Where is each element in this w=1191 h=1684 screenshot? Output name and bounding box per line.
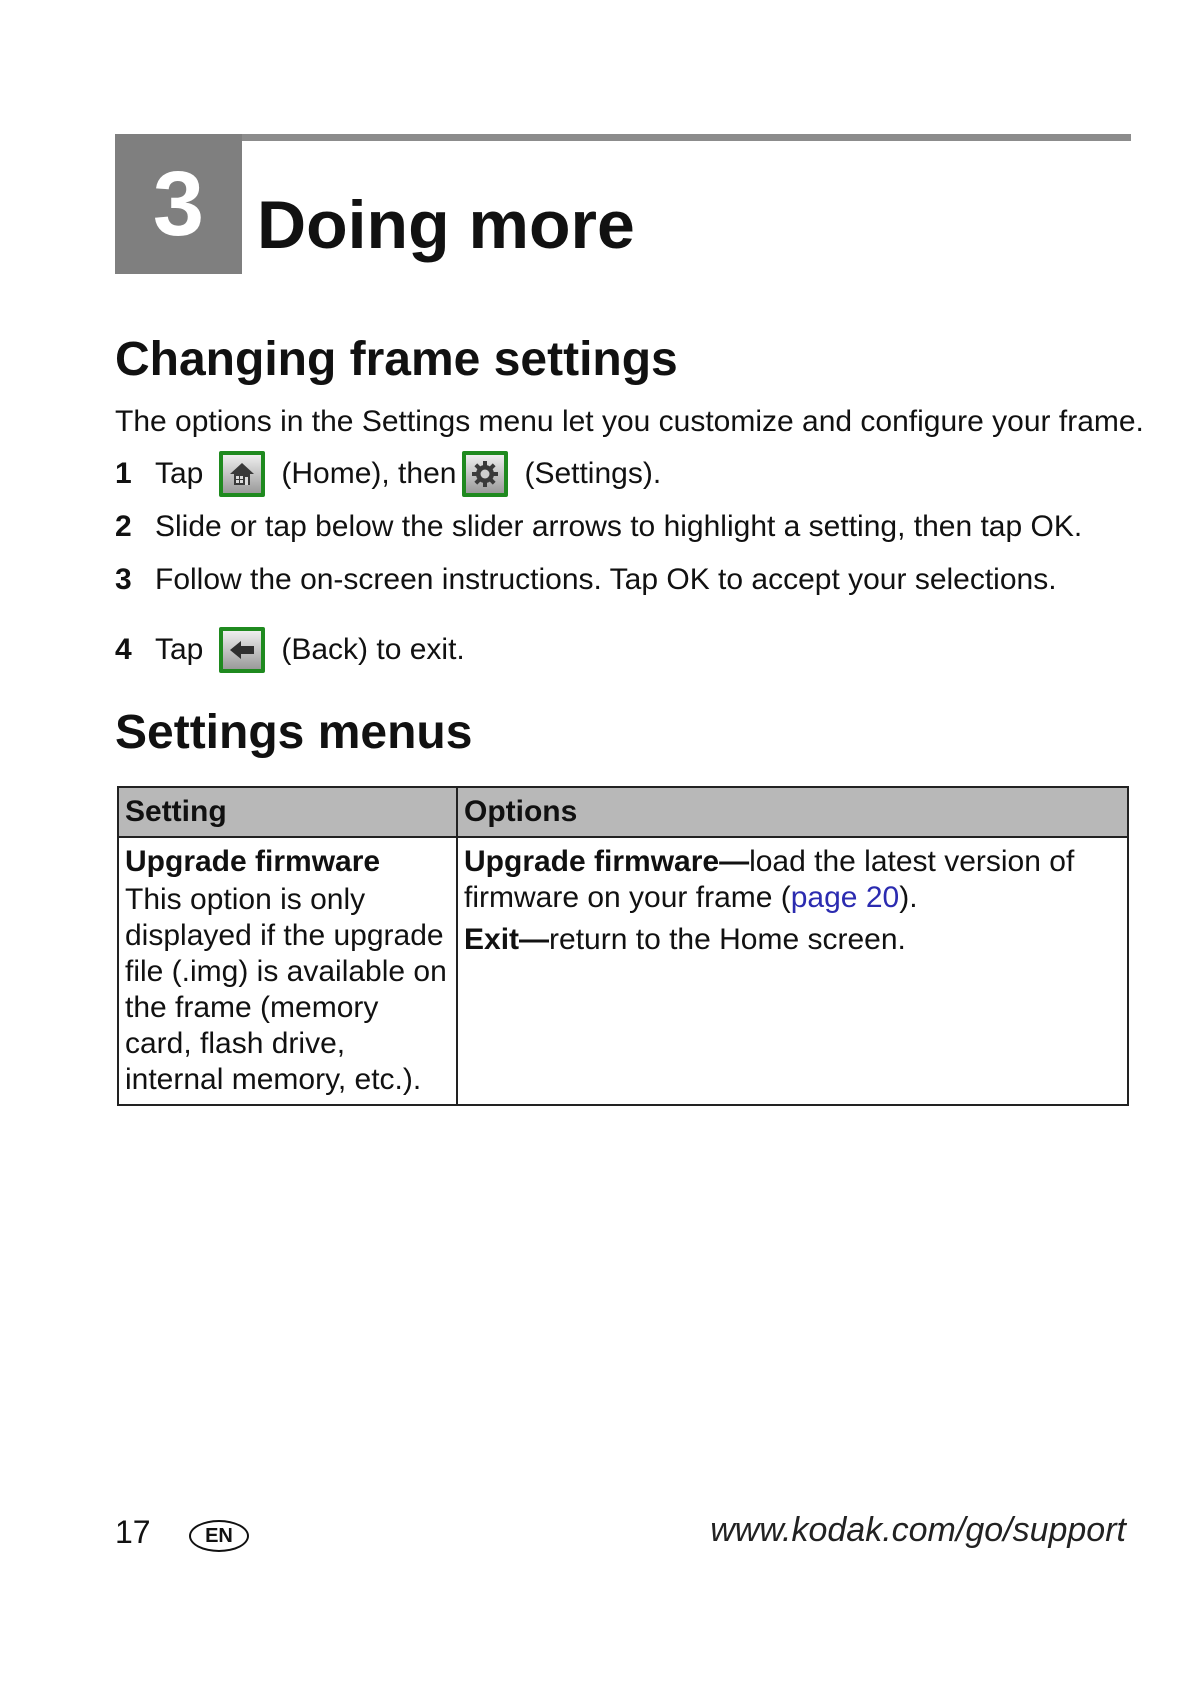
option-exit — [464, 922, 1121, 958]
chapter-title: Doing more — [257, 187, 635, 263]
option-text: ). — [899, 881, 918, 914]
step-text: (Home), then — [281, 457, 457, 490]
column-header-setting: Setting — [118, 787, 457, 837]
step-2 — [115, 502, 1082, 552]
setting-name: Upgrade firmware — [125, 845, 381, 878]
language-badge: EN — [189, 1520, 249, 1552]
step-number: 3 — [115, 563, 132, 596]
back-arrow-icon — [219, 627, 265, 673]
step-number: 1 — [115, 457, 132, 490]
step-text: Tap — [155, 633, 204, 666]
table-row — [118, 837, 1128, 1105]
page-number: 17 — [115, 1514, 151, 1550]
page-link[interactable]: page 20 — [790, 881, 900, 914]
section-title-frame-settings: Changing frame settings — [115, 333, 678, 386]
option-label: Upgrade firmware— — [464, 845, 750, 878]
step-text: (Back) to exit. — [281, 633, 465, 666]
step-text: Tap — [155, 457, 204, 490]
support-url[interactable]: www.kodak.com/go/support — [710, 1511, 1126, 1549]
step-text: Slide or tap below the slider arrows to highlight a setting, then tap OK. — [155, 510, 1083, 543]
setting-description: This option is only displayed if the upgrade file (.img) is available on the frame (memory card, flash drive, internal memory, etc.). — [125, 883, 447, 1096]
home-icon — [219, 451, 265, 497]
chapter-rule — [242, 134, 1131, 141]
step-4 — [115, 625, 465, 675]
intro-paragraph: The options in the Settings menu let you customize and configure your frame. — [115, 405, 1144, 438]
step-number: 4 — [115, 633, 132, 666]
setting-cell — [118, 837, 457, 1105]
option-upgrade-firmware — [464, 844, 1121, 916]
chapter-number: 3 — [115, 134, 242, 274]
step-number: 2 — [115, 510, 132, 543]
table-header-row — [118, 787, 1128, 837]
section-title-settings-menus: Settings menus — [115, 706, 473, 759]
options-cell — [457, 837, 1128, 1105]
option-text: load the latest version of firmware on your frame ( — [464, 845, 1075, 914]
step-1 — [115, 449, 661, 499]
option-label: Exit— — [464, 923, 550, 956]
step-text: (Settings). — [524, 457, 662, 490]
settings-table — [117, 786, 1129, 1106]
option-text: return to the Home screen. — [549, 923, 906, 956]
step-3 — [115, 555, 1057, 605]
step-text: Follow the on-screen instructions. Tap OK to accept your selections. — [155, 563, 1057, 596]
column-header-options: Options — [457, 787, 1128, 837]
settings-gear-icon — [462, 451, 508, 497]
